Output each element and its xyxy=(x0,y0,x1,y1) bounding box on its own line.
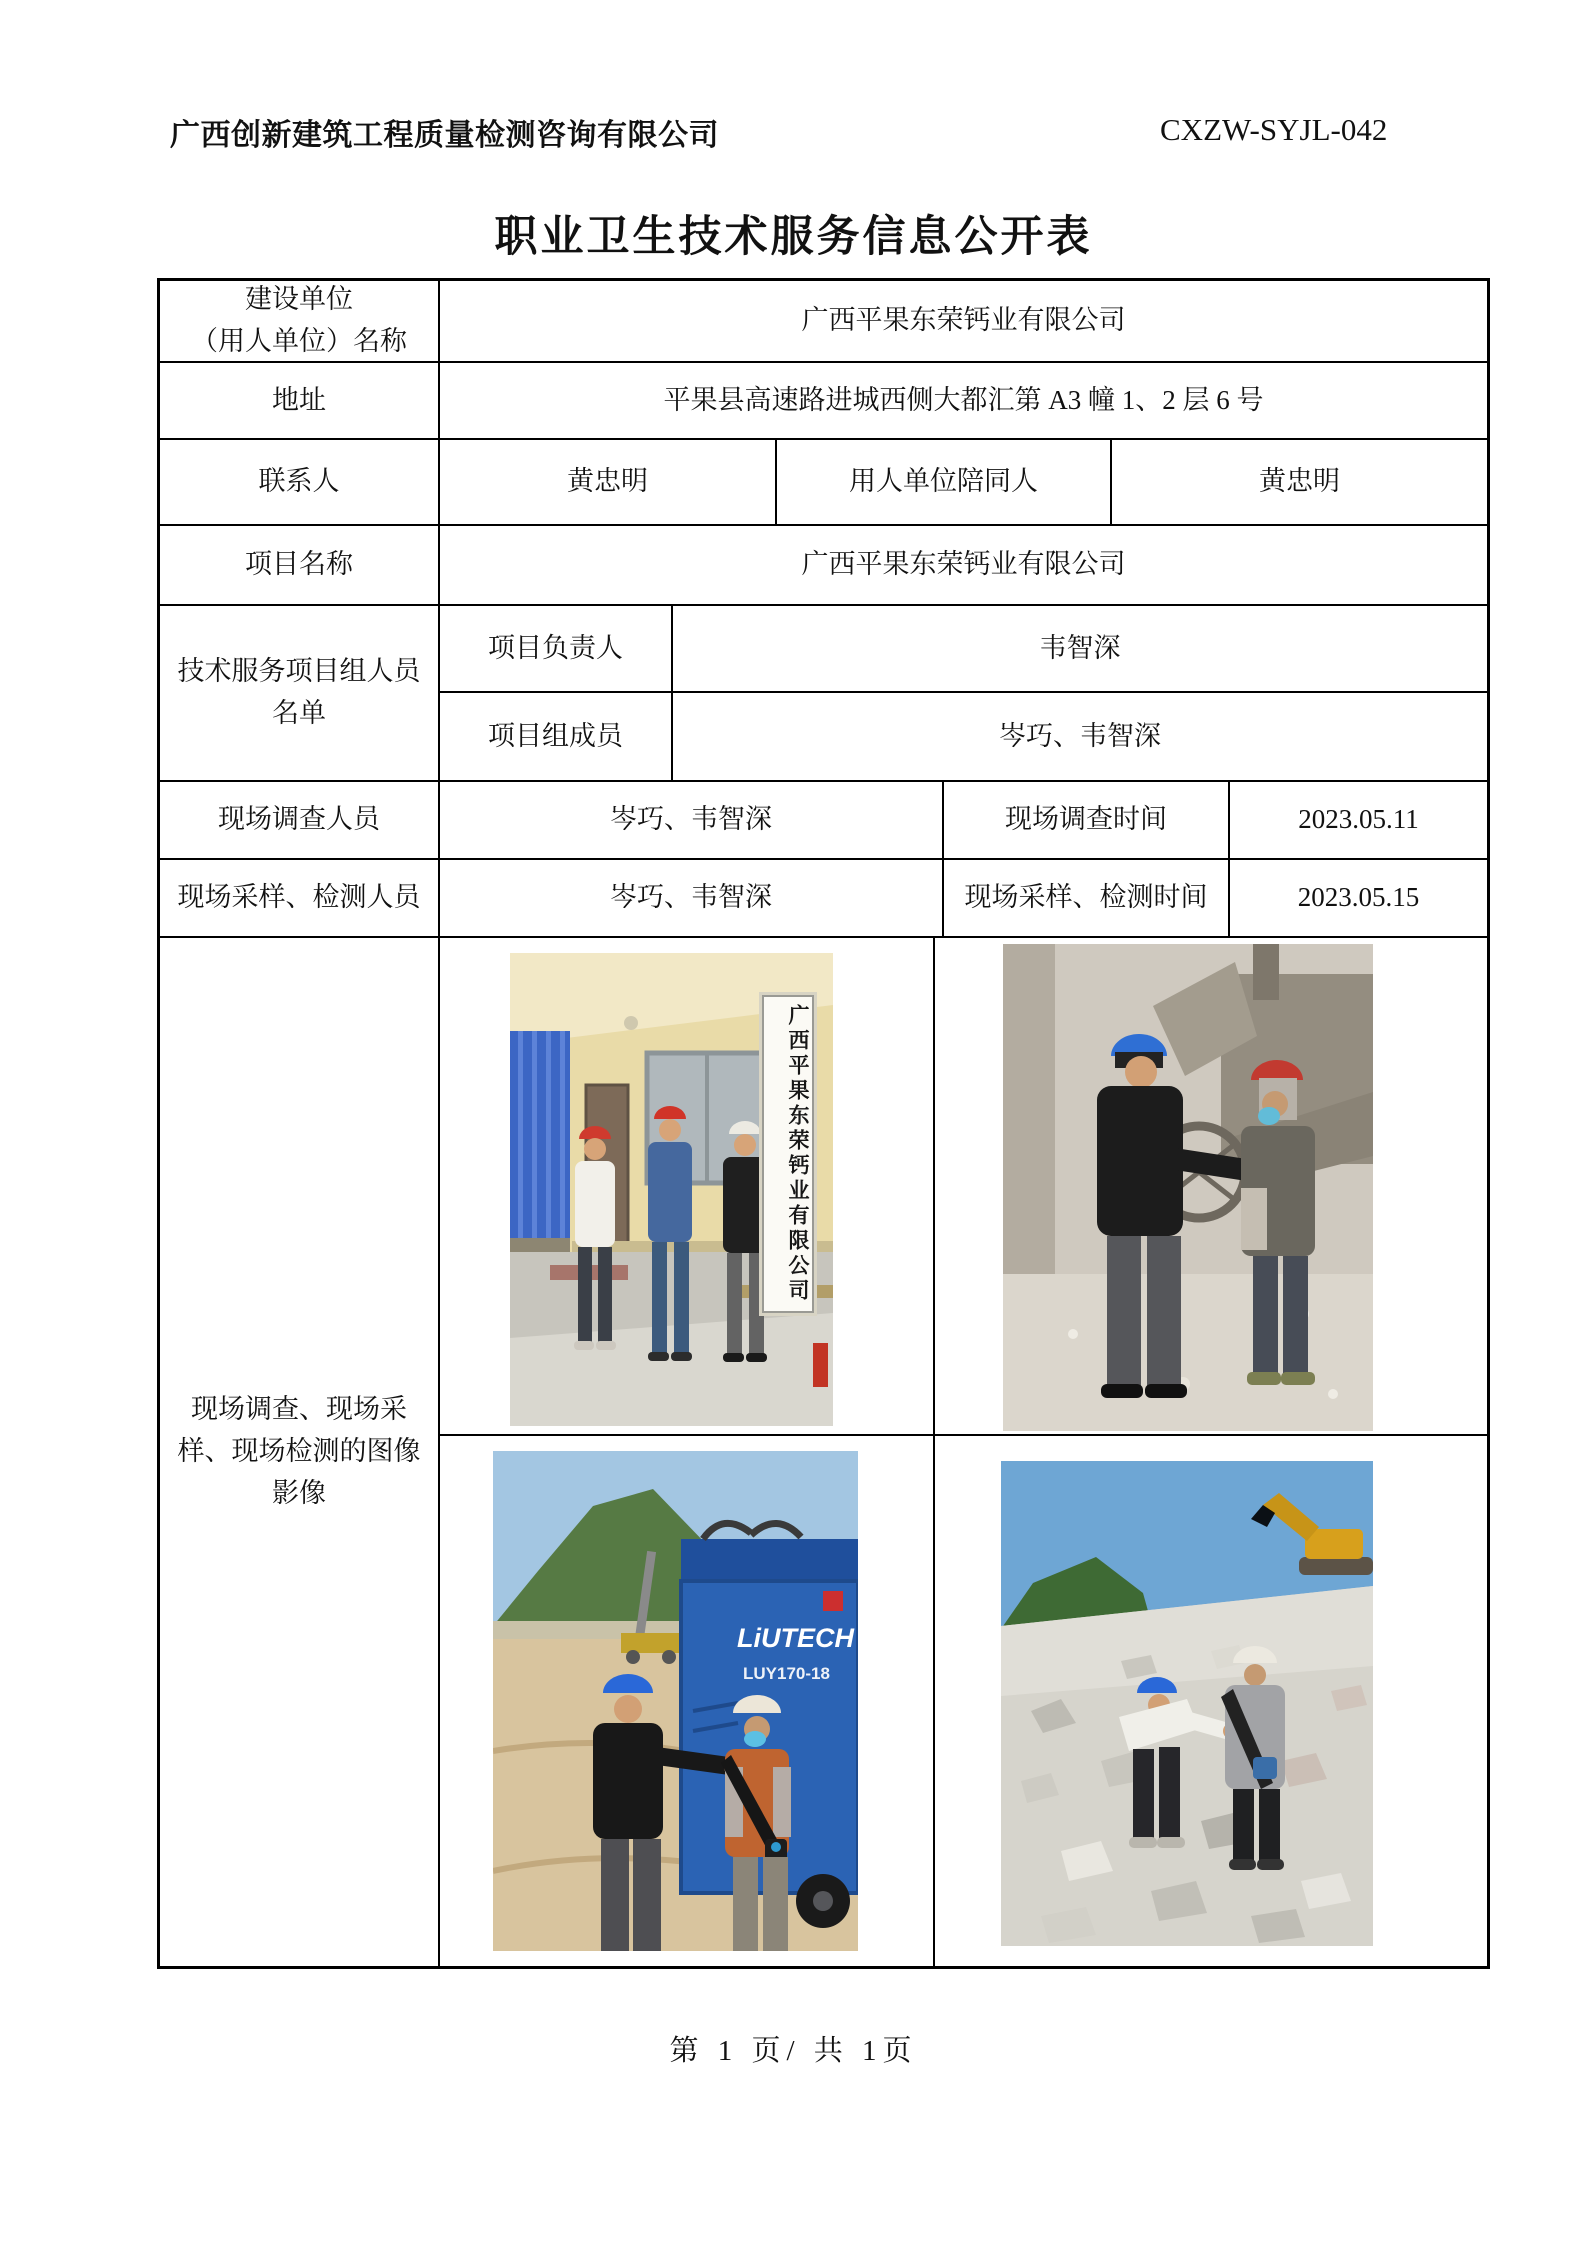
photo-site-sign xyxy=(510,953,833,1426)
photo-row-bottom xyxy=(440,1436,1487,1966)
escort-value: 黄忠明 xyxy=(1259,466,1340,497)
sampling-staff-value: 岑巧、韦智深 xyxy=(440,860,944,936)
sampling-time-label: 现场采样、检测时间 xyxy=(944,860,1230,936)
contact-label: 联系人 xyxy=(160,440,440,524)
row-team-leader xyxy=(440,606,1487,693)
photo-cell-1 xyxy=(440,938,935,1434)
info-table xyxy=(157,278,1490,1969)
address-label: 地址 xyxy=(160,363,440,438)
unit-name-value: 广西平果东荣钙业有限公司 xyxy=(801,305,1126,336)
survey-staff-value: 岑巧、韦智深 xyxy=(440,782,944,858)
row-address xyxy=(160,363,1487,440)
machine-brand-text: LiUTECH xyxy=(737,1623,854,1653)
survey-time-label: 现场调查时间 xyxy=(944,782,1230,858)
row-team xyxy=(160,606,1487,782)
photo-row-top xyxy=(440,938,1487,1436)
document-header xyxy=(170,110,1487,150)
leader-label: 项目负责人 xyxy=(440,606,673,691)
leader-value: 韦智深 xyxy=(1039,632,1121,663)
page-footer: 第 1 页/ 共 1页 xyxy=(669,2035,918,2067)
photo-rockpile-sampling-image xyxy=(1001,1461,1373,1946)
photo-cell-2 xyxy=(935,938,1487,1434)
address-value: 平果县高速路进城西侧大都汇第 A3 幢 1、2 层 6 号 xyxy=(663,384,1264,415)
survey-time-value: 2023.05.11 xyxy=(1298,804,1419,835)
row-unit-name xyxy=(160,281,1487,363)
images-label: 现场调查、现场采样、现场检测的图像影像 xyxy=(160,938,440,1966)
row-contact xyxy=(160,440,1487,526)
row-images xyxy=(160,938,1487,1966)
sampling-time-value: 2023.05.15 xyxy=(1297,882,1420,913)
photo-compressor-sampling xyxy=(493,1451,858,1951)
photo-cell-4 xyxy=(935,1436,1487,1966)
photo-factory-survey-image xyxy=(1003,944,1373,1431)
members-label: 项目组成员 xyxy=(440,693,673,780)
members-value: 岑巧、韦智深 xyxy=(999,720,1161,751)
project-name-label: 项目名称 xyxy=(160,526,440,604)
header-company-name: 广西创新建筑工程质量检测咨询有限公司 xyxy=(170,119,719,152)
machine-model-text: LUY170-18 xyxy=(743,1664,830,1683)
row-sampling xyxy=(160,860,1487,938)
team-label: 技术服务项目组人员名单 xyxy=(160,606,440,780)
escort-label: 用人单位陪同人 xyxy=(777,440,1112,524)
photo-factory-survey xyxy=(1003,944,1373,1431)
photo-compressor-sampling-image xyxy=(493,1451,858,1951)
contact-value: 黄忠明 xyxy=(440,440,777,524)
photo-cell-3 xyxy=(440,1436,935,1966)
row-project-name xyxy=(160,526,1487,606)
unit-name-label-line2: （用人单位）名称 xyxy=(191,326,407,356)
row-survey xyxy=(160,782,1487,860)
photo-grid xyxy=(440,938,1487,1966)
unit-name-label-line1: 建设单位 xyxy=(245,284,353,315)
survey-staff-label: 现场调查人员 xyxy=(160,782,440,858)
company-sign-board: 广西平果东荣钙业有限公司 xyxy=(762,995,814,1313)
sampling-staff-label: 现场采样、检测人员 xyxy=(160,860,440,936)
photo-rockpile-sampling xyxy=(1001,1461,1373,1946)
project-name-value: 广西平果东荣钙业有限公司 xyxy=(801,549,1126,580)
row-team-members xyxy=(440,693,1487,780)
team-subtable xyxy=(440,606,1487,780)
unit-name-label xyxy=(160,281,440,361)
header-doc-code: CXZW-SYJL-042 xyxy=(1160,112,1388,147)
document-title: 职业卫生技术服务信息公开表 xyxy=(494,214,1093,261)
